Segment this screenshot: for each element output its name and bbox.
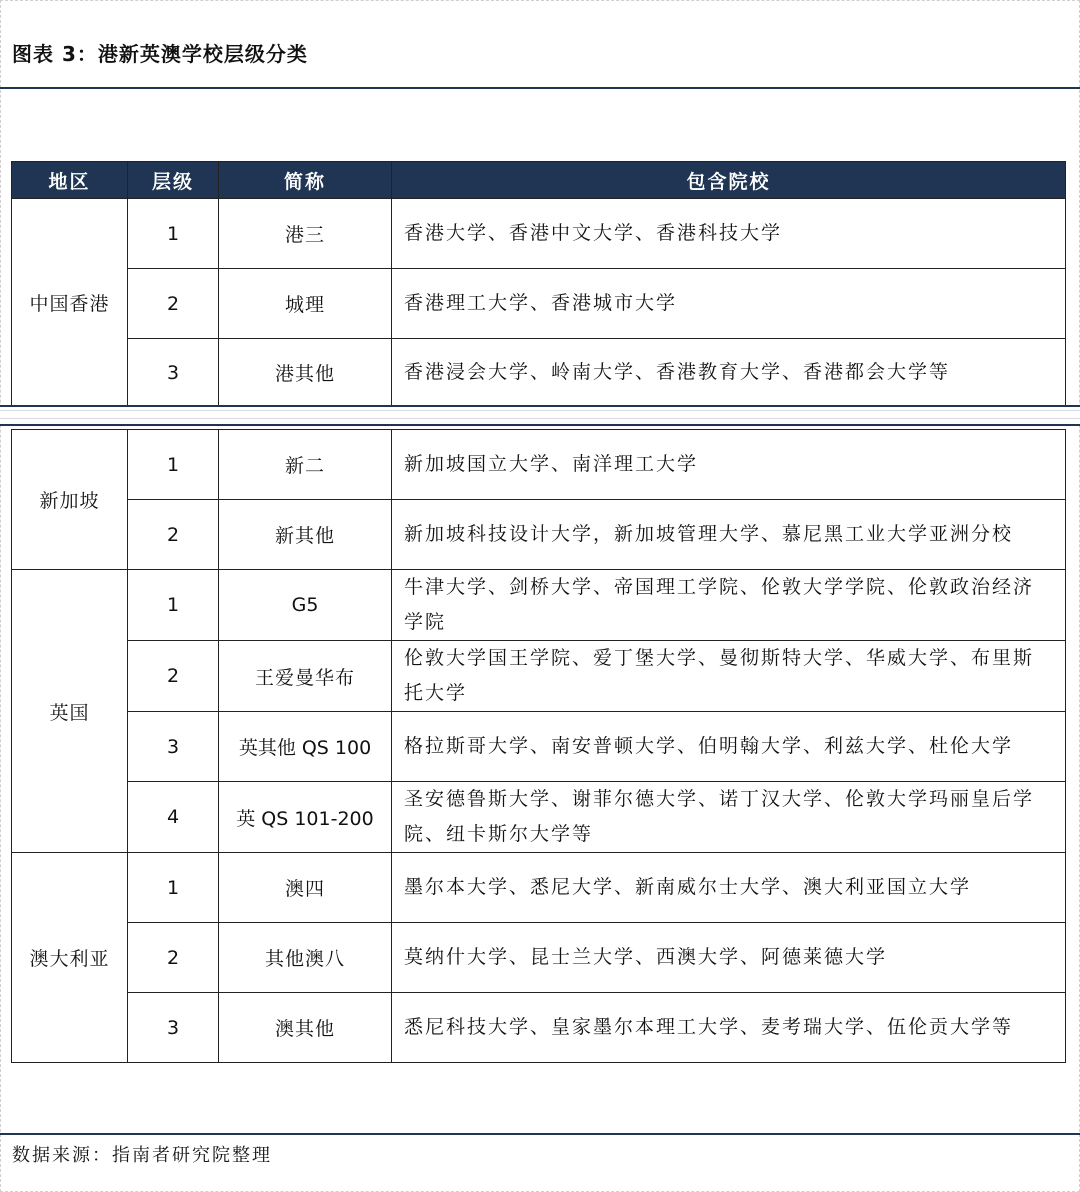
table-row bbox=[12, 993, 1066, 1063]
tier-cell: 1 bbox=[128, 199, 219, 269]
page-split-line bbox=[0, 410, 1080, 411]
region-cell-sg: 新加坡 bbox=[12, 430, 128, 570]
abbr-cell: 新二 bbox=[219, 430, 392, 500]
table-row bbox=[12, 853, 1066, 923]
table-row bbox=[12, 570, 1066, 641]
header-abbr: 简称 bbox=[219, 162, 392, 199]
tier-cell: 2 bbox=[128, 923, 219, 993]
schools-cell: 牛津大学、剑桥大学、帝国理工学院、伦敦大学学院、伦敦政治经济学院 bbox=[392, 570, 1066, 641]
abbr-cell: 王爱曼华布 bbox=[219, 641, 392, 712]
schools-cell: 香港理工大学、香港城市大学 bbox=[392, 269, 1066, 339]
header-tier: 层级 bbox=[128, 162, 219, 199]
schools-cell: 墨尔本大学、悉尼大学、新南威尔士大学、澳大利亚国立大学 bbox=[392, 853, 1066, 923]
abbr-cell: 其他澳八 bbox=[219, 923, 392, 993]
bottom-rule bbox=[0, 1133, 1080, 1135]
abbr-cell: 港其他 bbox=[219, 339, 392, 407]
abbr-cell: 澳四 bbox=[219, 853, 392, 923]
page-split-rule-bottom bbox=[0, 424, 1080, 426]
abbr-cell: 港三 bbox=[219, 199, 392, 269]
tier-cell: 1 bbox=[128, 570, 219, 641]
region-cell-uk: 英国 bbox=[12, 570, 128, 853]
abbr-cell: G5 bbox=[219, 570, 392, 641]
table-header-row bbox=[12, 162, 1066, 199]
tier-cell: 3 bbox=[128, 339, 219, 407]
abbr-cell: 新其他 bbox=[219, 500, 392, 570]
tier-cell: 1 bbox=[128, 430, 219, 500]
figure-title: 图表 3：港新英澳学校层级分类 bbox=[12, 42, 308, 66]
schools-cell: 圣安德鲁斯大学、谢菲尔德大学、诺丁汉大学、伦敦大学玛丽皇后学院、纽卡斯尔大学等 bbox=[392, 782, 1066, 853]
abbr-cell: 城理 bbox=[219, 269, 392, 339]
table-row bbox=[12, 339, 1066, 407]
schools-cell: 格拉斯哥大学、南安普顿大学、伯明翰大学、利兹大学、杜伦大学 bbox=[392, 712, 1066, 782]
table-row bbox=[12, 782, 1066, 853]
top-rule bbox=[0, 87, 1080, 89]
tier-cell: 2 bbox=[128, 641, 219, 712]
table-row bbox=[12, 199, 1066, 269]
table-row bbox=[12, 641, 1066, 712]
table-row bbox=[12, 430, 1066, 500]
region-cell-hk: 中国香港 bbox=[12, 199, 128, 407]
schools-cell: 香港大学、香港中文大学、香港科技大学 bbox=[392, 199, 1066, 269]
table-row bbox=[12, 269, 1066, 339]
region-cell-au: 澳大利亚 bbox=[12, 853, 128, 1063]
header-schools: 包含院校 bbox=[392, 162, 1066, 199]
abbr-cell: 澳其他 bbox=[219, 993, 392, 1063]
schools-cell: 新加坡科技设计大学，新加坡管理大学、慕尼黑工业大学亚洲分校 bbox=[392, 500, 1066, 570]
table-row bbox=[12, 500, 1066, 570]
table-row bbox=[12, 923, 1066, 993]
school-tier-table-part1 bbox=[11, 161, 1066, 407]
tier-cell: 2 bbox=[128, 500, 219, 570]
table-row bbox=[12, 712, 1066, 782]
abbr-cell: 英 QS 101-200 bbox=[219, 782, 392, 853]
schools-cell: 悉尼科技大学、皇家墨尔本理工大学、麦考瑞大学、伍伦贡大学等 bbox=[392, 993, 1066, 1063]
source-note: 数据来源：指南者研究院整理 bbox=[12, 1145, 272, 1166]
tier-cell: 1 bbox=[128, 853, 219, 923]
tier-cell: 3 bbox=[128, 712, 219, 782]
header-region: 地区 bbox=[12, 162, 128, 199]
page-split-line bbox=[0, 418, 1080, 419]
schools-cell: 新加坡国立大学、南洋理工大学 bbox=[392, 430, 1066, 500]
abbr-cell: 英其他 QS 100 bbox=[219, 712, 392, 782]
schools-cell: 莫纳什大学、昆士兰大学、西澳大学、阿德莱德大学 bbox=[392, 923, 1066, 993]
tier-cell: 4 bbox=[128, 782, 219, 853]
tier-cell: 3 bbox=[128, 993, 219, 1063]
tier-cell: 2 bbox=[128, 269, 219, 339]
schools-cell: 伦敦大学国王学院、爱丁堡大学、曼彻斯特大学、华威大学、布里斯托大学 bbox=[392, 641, 1066, 712]
schools-cell: 香港浸会大学、岭南大学、香港教育大学、香港都会大学等 bbox=[392, 339, 1066, 407]
school-tier-table-part2 bbox=[11, 429, 1066, 1063]
